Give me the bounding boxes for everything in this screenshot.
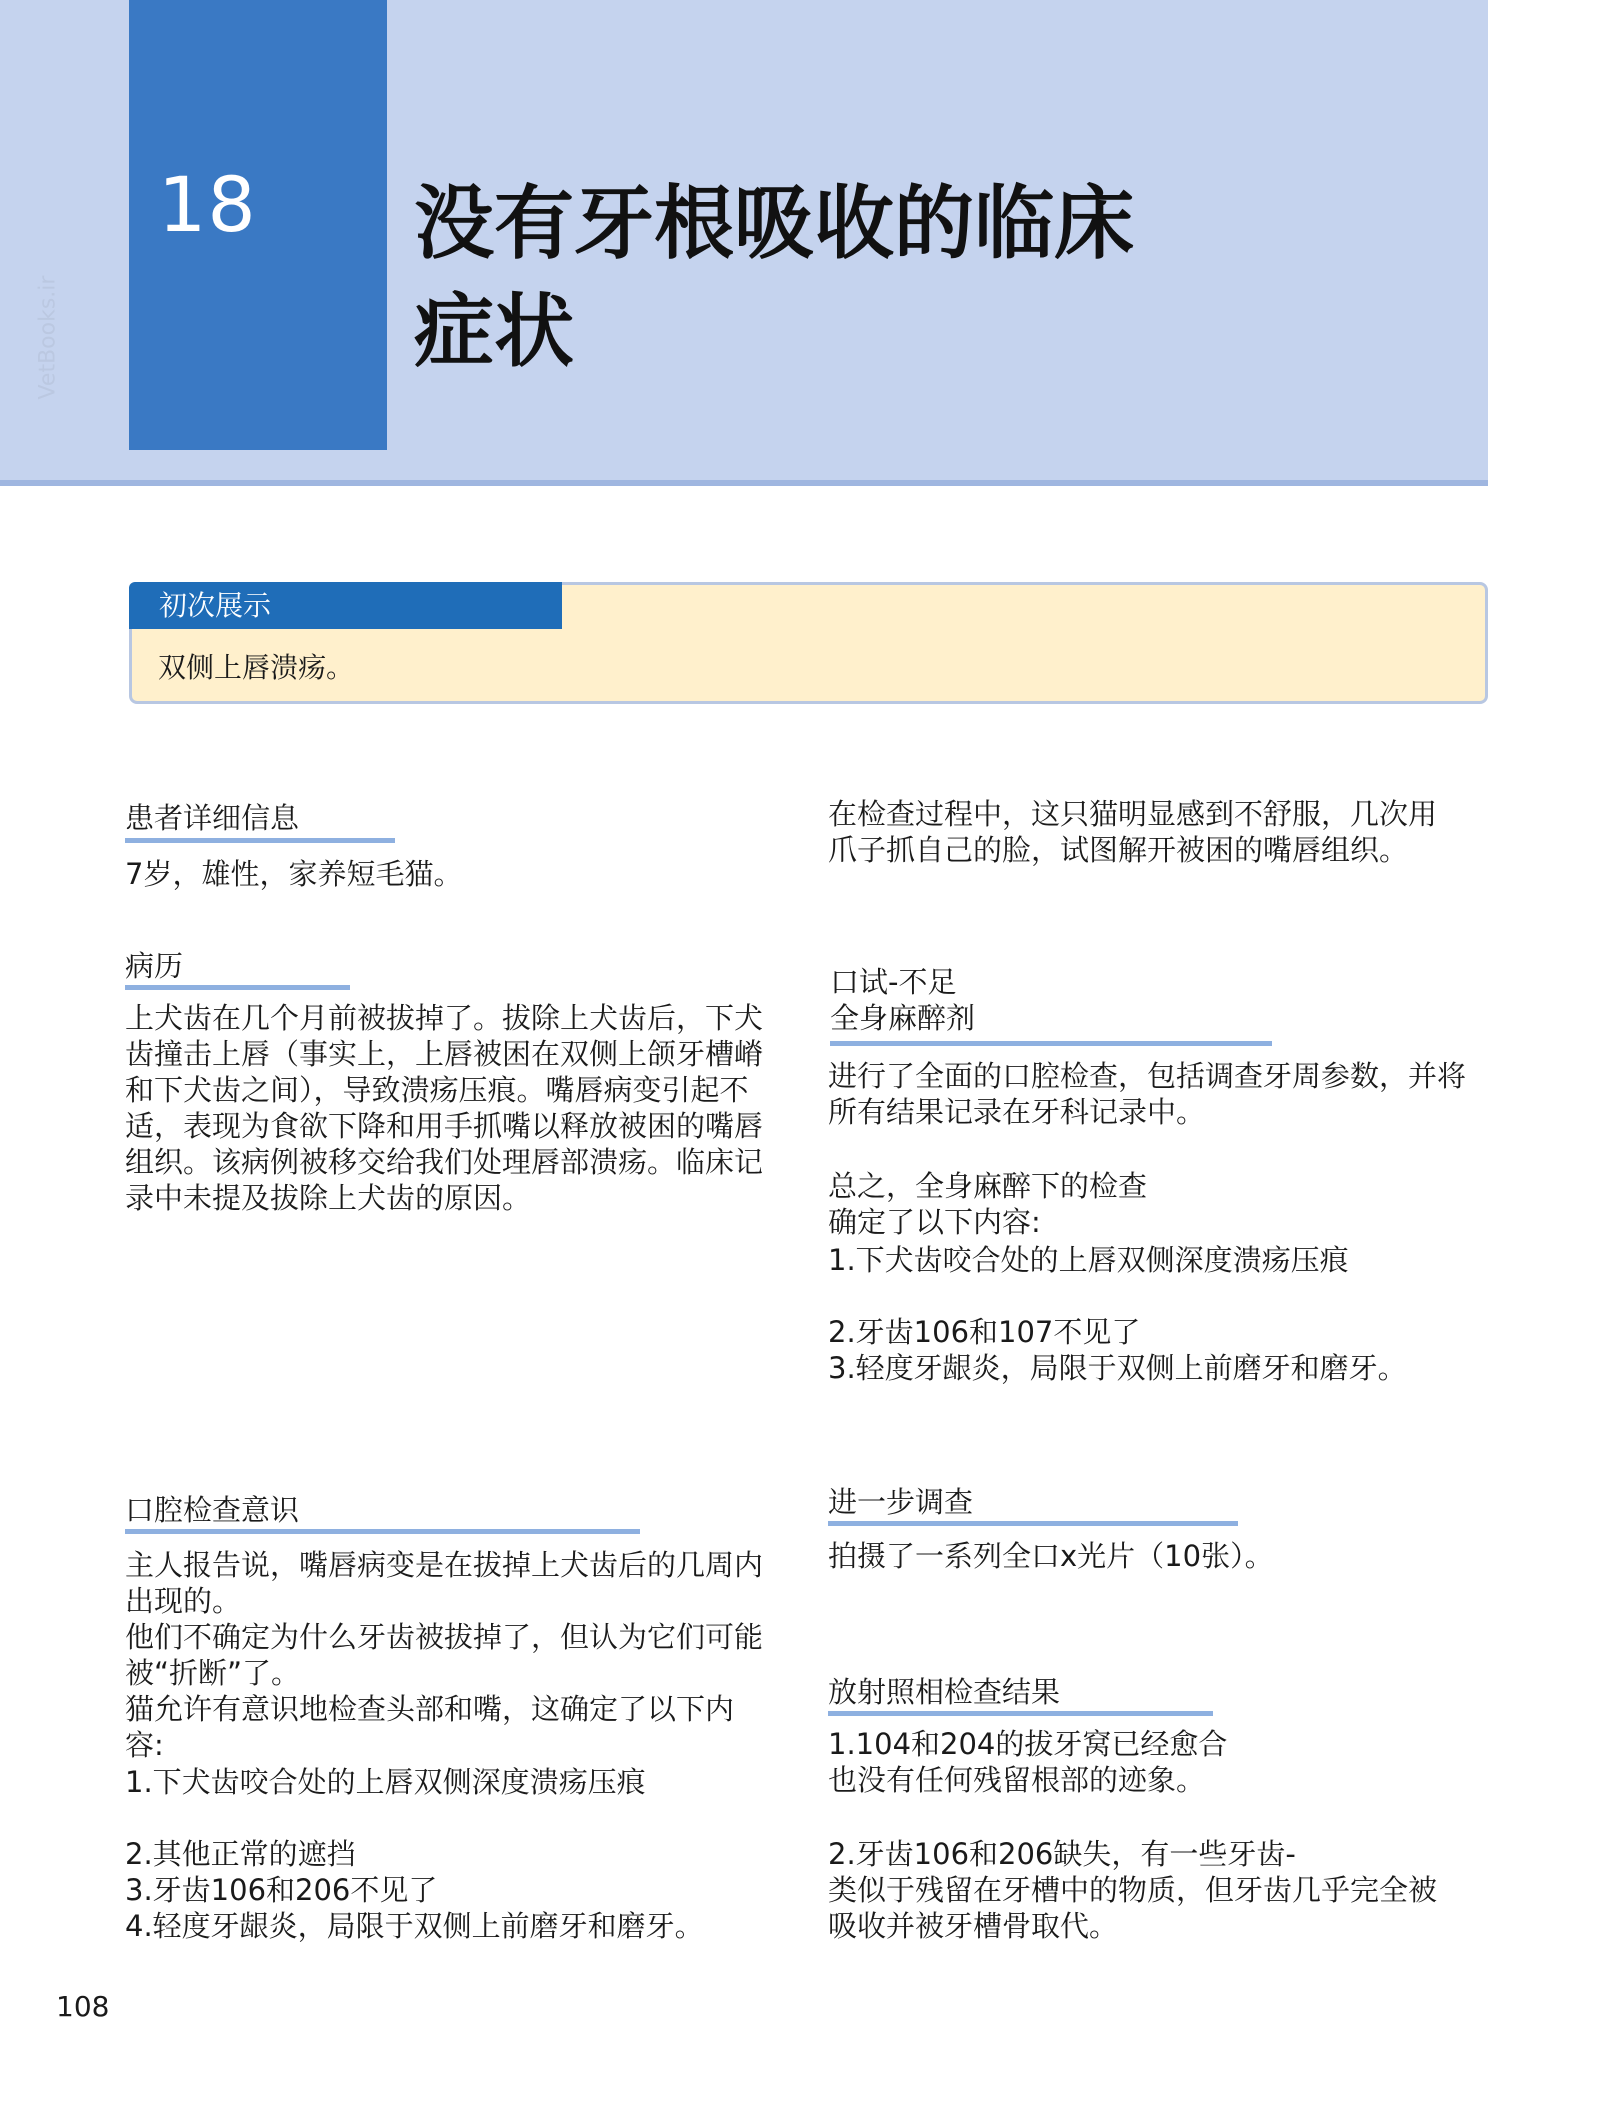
history-underline	[125, 985, 350, 990]
radiology-item: 2.牙齿106和206缺失，有一些牙齿- 类似于残留在牙槽中的物质，但牙齿几乎完全被 吸收并被牙槽骨取代。	[828, 1837, 1438, 1943]
watermark: VetBooks.ir	[35, 275, 61, 400]
header-divider	[0, 480, 1488, 486]
ga-exam-item: 2.牙齿106和107不见了	[828, 1315, 1141, 1349]
radiology-title: 放射照相检查结果	[828, 1675, 1061, 1709]
exam-note-text: 在检查过程中，这只猫明显感到不舒服，几次用 爪子抓自己的脸，试图解开被困的嘴唇组织。	[828, 797, 1438, 867]
page-number: 108	[56, 1990, 110, 2023]
oral-exam-item: 3.牙齿106和206不见了	[125, 1873, 438, 1907]
radiology-underline	[828, 1711, 1213, 1716]
ga-exam-item: 3.轻度牙龈炎，局限于双侧上前磨牙和磨牙。	[828, 1351, 1407, 1385]
radiology-item: 1.104和204的拔牙窝已经愈合 也没有任何残留根部的迹象。	[828, 1727, 1228, 1797]
patient-details-text: 7岁，雄性，家养短毛猫。	[125, 857, 463, 891]
oral-exam-item: 2.其他正常的遮挡	[125, 1837, 356, 1871]
further-investigation-underline	[828, 1521, 1238, 1526]
chapter-title: 没有牙根吸收的临床 症状	[414, 177, 1134, 378]
oral-exam-item: 1.下犬齿咬合处的上唇双侧深度溃疡压痕	[125, 1765, 646, 1799]
ga-exam-item: 1.下犬齿咬合处的上唇双侧深度溃疡压痕	[828, 1243, 1349, 1277]
oral-exam-title: 口腔检查意识	[125, 1493, 300, 1527]
ga-exam-summary: 总之，全身麻醉下的检查 确定了以下内容:	[828, 1169, 1148, 1239]
further-investigation-text: 拍摄了一系列全口x光片（10张）。	[828, 1539, 1274, 1573]
ga-exam-underline	[830, 1041, 1272, 1046]
history-title: 病历	[125, 949, 184, 983]
patient-details-title: 患者详细信息	[125, 801, 300, 835]
further-investigation-title: 进一步调查	[828, 1485, 974, 1519]
initial-presentation-tab: 初次展示	[129, 582, 562, 629]
patient-details-underline	[125, 838, 395, 843]
oral-exam-intro: 主人报告说，嘴唇病变是在拔掉上犬齿后的几周内 出现的。 他们不确定为什么牙齿被拔掉了，但认为它们可能 被“折断”了。 猫允许有意识地检查头部和嘴，这确定了以下内 容:	[125, 1548, 764, 1762]
oral-exam-underline	[125, 1529, 640, 1534]
ga-exam-text: 进行了全面的口腔检查，包括调查牙周参数，并将 所有结果记录在牙科记录中。	[828, 1059, 1467, 1129]
history-text: 上犬齿在几个月前被拔掉了。拔除上犬齿后，下犬 齿撞击上唇（事实上，上唇被困在双侧上颌牙槽嵴 和下犬齿之间），导致溃疡压痕。嘴唇病变引起不 适，表现为食欲下降和用手抓嘴以释放被困的嘴唇 组织。该病例被移交给我们处理唇部溃疡。临床记 录中未提及拔除上犬齿的原因。	[125, 1001, 764, 1215]
oral-exam-item: 4.轻度牙龈炎，局限于双侧上前磨牙和磨牙。	[125, 1909, 704, 1943]
chapter-number: 18	[158, 160, 257, 249]
initial-presentation-text: 双侧上唇溃疡。	[158, 651, 355, 684]
ga-exam-title: 口试-不足 全身麻醉剂	[830, 965, 976, 1035]
